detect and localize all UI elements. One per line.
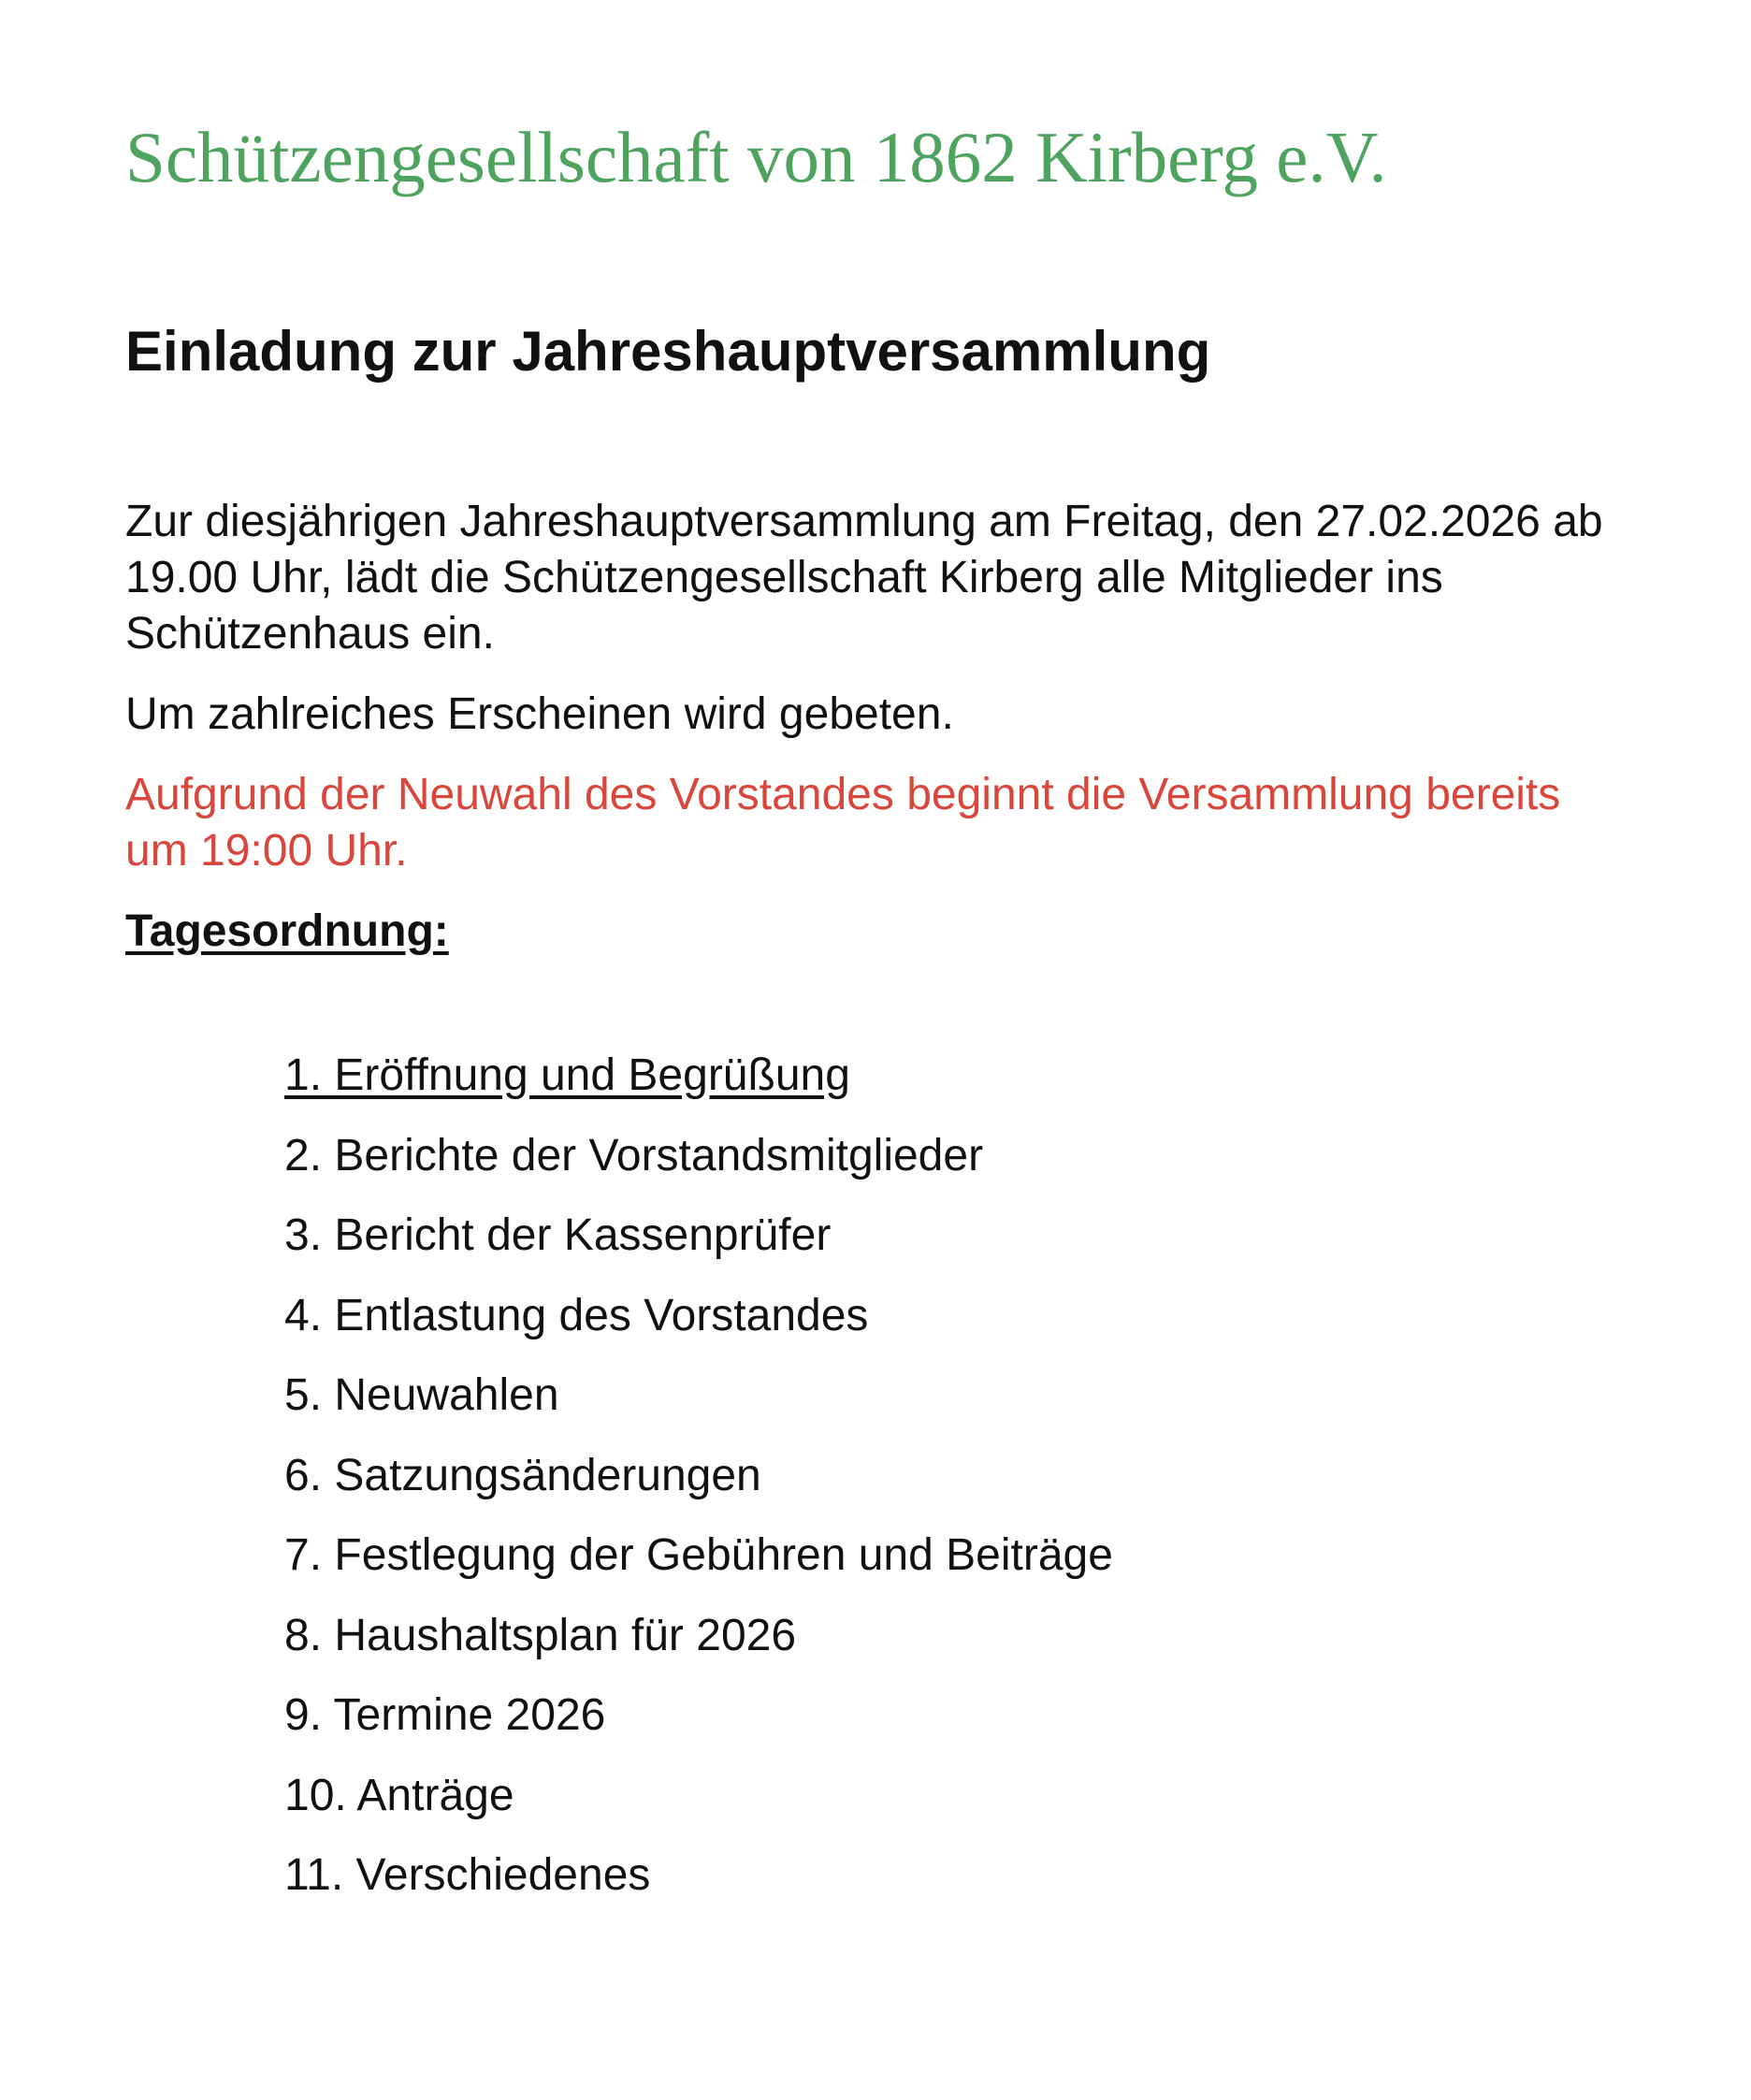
intro-paragraph: Zur diesjährigen Jahreshauptversammlung am Freitag, den 27.02.2026 ab 19.00 Uhr, lädt die Schützengesellschaft Kirberg alle Mitglieder ins Schützenhaus ein. xyxy=(125,497,1603,659)
agenda-item: 7. Festlegung der Gebühren und Beiträge xyxy=(284,1530,1113,1580)
agenda-item: 8. Haushaltsplan für 2026 xyxy=(284,1610,797,1660)
agenda-item: 11. Verschiedenes xyxy=(284,1850,651,1900)
agenda-item: 5. Neuwahlen xyxy=(284,1370,559,1420)
agenda-list xyxy=(284,1048,1113,1928)
document-heading: Einladung zur Jahreshauptversammlung xyxy=(125,320,1211,383)
organization-title: Schützengesellschaft von 1862 Kirberg e.V. xyxy=(125,117,1387,197)
agenda-item: 9. Termine 2026 xyxy=(284,1690,606,1740)
agenda-item: 4. Entlastung des Vorstandes xyxy=(284,1290,869,1340)
agenda-item: 10. Anträge xyxy=(284,1770,514,1820)
agenda-item: 2. Berichte der Vorstandsmitglieder xyxy=(284,1130,984,1180)
agenda-item: 6. Satzungsänderungen xyxy=(284,1450,761,1500)
election-notice: Aufgrund der Neuwahl des Vorstandes beginnt die Versammlung bereits um 19:00 Uhr. xyxy=(125,770,1561,876)
agenda-heading: Tagesordnung: xyxy=(125,906,449,956)
agenda-item: 1. Eröffnung und Begrüßung xyxy=(284,1050,850,1100)
agenda-item: 3. Bericht der Kassenprüfer xyxy=(284,1210,832,1260)
attendance-request: Um zahlreiches Erscheinen wird gebeten. xyxy=(125,689,954,739)
